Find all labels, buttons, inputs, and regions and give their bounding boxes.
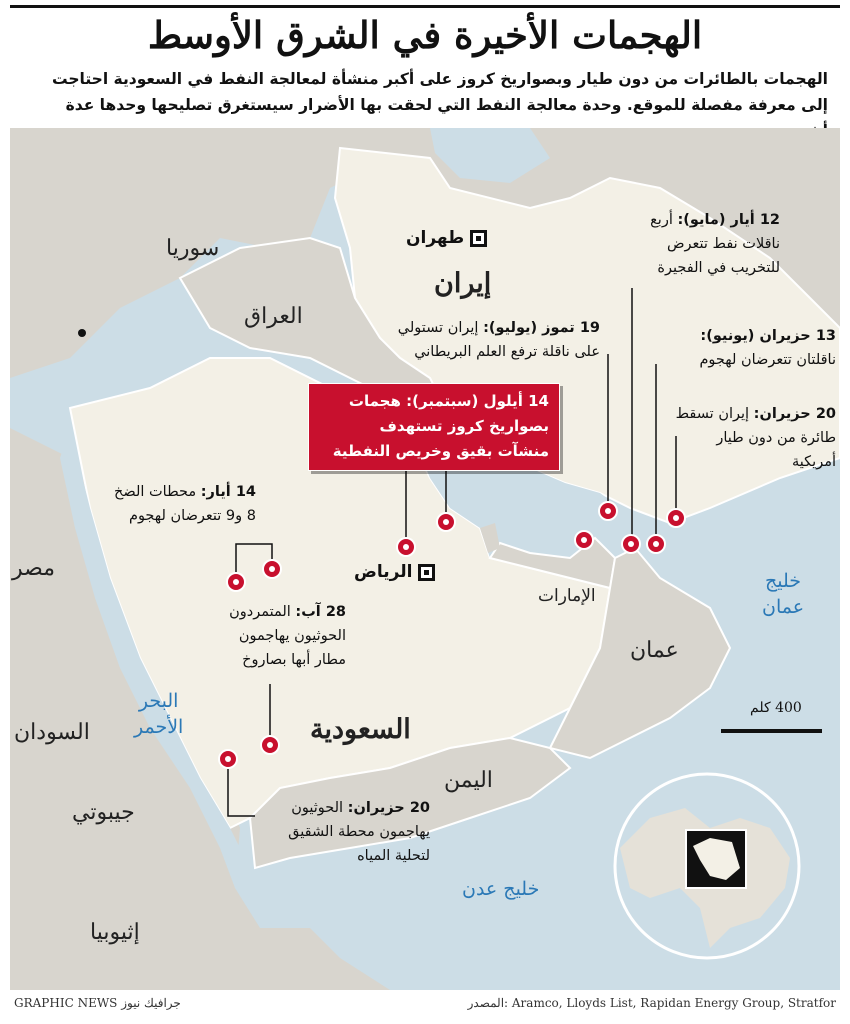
marker-fujairah-1 [599, 502, 617, 520]
location-dot [78, 329, 86, 337]
label-iraq: العراق [244, 304, 303, 329]
note-may14 [114, 480, 256, 528]
scale-label: 400 كلم [750, 700, 802, 716]
label-sudan: السودان [14, 720, 90, 745]
callout-date: 14 أيلول (سبتمبر): [406, 392, 549, 410]
callout-line-2: بصواريخ كروز تستهدف [379, 417, 549, 435]
note-aug28-line2: الحوثيون يهاجمون [238, 628, 346, 644]
red-sea-line-1: البحر [138, 690, 179, 712]
city-tehran [406, 228, 487, 248]
note-jun20-iran-line3: أمريكية [792, 454, 836, 470]
note-aug28-date: 28 آب: [295, 604, 346, 620]
label-egypt: مصر [12, 556, 56, 581]
note-jun13-date: 13 حزيران (يونيو): [700, 328, 836, 344]
note-jun13 [699, 324, 836, 372]
note-jul19-line2: على ناقلة ترفع العلم البريطاني [414, 344, 600, 360]
note-may14-line1: محطات الضخ [114, 484, 197, 500]
callout-line-3: منشآت بقيق وخريص النفطية [332, 442, 549, 460]
top-rule [10, 5, 840, 8]
note-jun20-houthi-date: 20 حزيران: [347, 800, 430, 816]
note-jun20-houthi [288, 796, 430, 868]
label-gulf-of-aden: خليج عدن [462, 878, 540, 900]
callout-sept14 [308, 383, 560, 471]
red-sea-line-2: الأحمر [134, 716, 184, 738]
label-iran: إيران [434, 268, 492, 299]
note-jun13-line1: ناقلتان تتعرضان لهجوم [699, 352, 836, 368]
marker-pump-9 [263, 560, 281, 578]
note-aug28-line1: المتمردون [229, 604, 291, 620]
riyadh-label: الرياض [354, 562, 413, 582]
note-jun20-houthi-line3: لتحلية المياه [357, 848, 430, 864]
marker-gulf-oman-2 [667, 509, 685, 527]
label-uae: الإمارات [538, 586, 596, 606]
marker-gulf-oman-1 [647, 535, 665, 553]
note-may12-line1: أربع [650, 212, 673, 228]
note-may12-line3: للتخريب في الفجيرة [657, 260, 780, 276]
footer-source: المصدر: Aramco, Lloyds List, Rapidan Energy Group, Stratfor [467, 996, 836, 1010]
label-saudi: السعودية [310, 714, 411, 745]
note-jun20-iran-date: 20 حزيران: [753, 406, 836, 422]
note-jun20-iran-line1: إيران تسقط [675, 406, 750, 422]
label-ethiopia: إثيوبيا [90, 920, 140, 945]
label-syria: سوريا [166, 236, 220, 261]
note-jul19 [398, 316, 600, 364]
callout-text [317, 389, 549, 464]
note-may12 [650, 208, 780, 280]
label-oman: عمان [630, 638, 679, 663]
header [0, 0, 850, 128]
label-yemen: اليمن [444, 768, 493, 793]
city-riyadh [354, 562, 435, 582]
marker-pump-8 [227, 573, 245, 591]
marker-uae [575, 531, 593, 549]
label-red-sea [134, 688, 183, 740]
note-may12-date: 12 أيار (مايو): [677, 212, 780, 228]
note-jul19-date: 19 تموز (يوليو): [483, 320, 600, 336]
subtitle-line-1: الهجمات بالطائرات من دون طيار وبصواريخ كروز على أكبر منشأة لمعالجة النفط في السعودية احتاجت [51, 70, 828, 88]
subtitle-line-2: إلى معرفة مفصلة للموقع. وحدة معالجة النفط التي لحقت بها الأضرار سيستغرق تصليحها وحدها عدة [65, 96, 828, 114]
riyadh-marker [418, 564, 435, 581]
marker-abha [261, 736, 279, 754]
marker-khurais [437, 513, 455, 531]
note-jun20-houthi-line2: يهاجمون محطة الشقيق [288, 824, 430, 840]
scale-bar [721, 729, 822, 733]
marker-abqaiq [397, 538, 415, 556]
tehran-marker [470, 230, 487, 247]
map [10, 128, 840, 990]
tehran-label: طهران [406, 228, 465, 248]
footer-credit: GRAPHIC NEWS جرافيك نيوز [14, 996, 181, 1010]
marker-fujairah-2 [622, 535, 640, 553]
note-aug28 [229, 600, 346, 672]
callout-line-1: هجمات [348, 392, 401, 410]
gulf-of-oman-line-2: عمان [762, 596, 805, 618]
note-jun20-iran-line2: طائرة من دون طيار [716, 430, 836, 446]
note-jun20-iran [676, 402, 836, 474]
note-may14-date: 14 أيار: [200, 484, 256, 500]
marker-shuqaiq [219, 750, 237, 768]
page-title: الهجمات الأخيرة في الشرق الأوسط [147, 13, 703, 57]
label-djibouti: جيبوتي [72, 800, 135, 825]
gulf-of-oman-line-1: خليج [765, 570, 802, 592]
label-gulf-of-oman [762, 568, 804, 620]
note-may12-line2: ناقلات نفط تتعرض [667, 236, 780, 252]
note-aug28-line3: مطار أبها بصاروخ [242, 652, 346, 668]
note-may14-line2: 8 و9 تتعرضان لهجوم [128, 508, 256, 524]
note-jul19-line1: إيران تستولي [397, 320, 479, 336]
note-jun20-houthi-line1: الحوثيون [291, 800, 344, 816]
globe-inset [615, 774, 799, 958]
